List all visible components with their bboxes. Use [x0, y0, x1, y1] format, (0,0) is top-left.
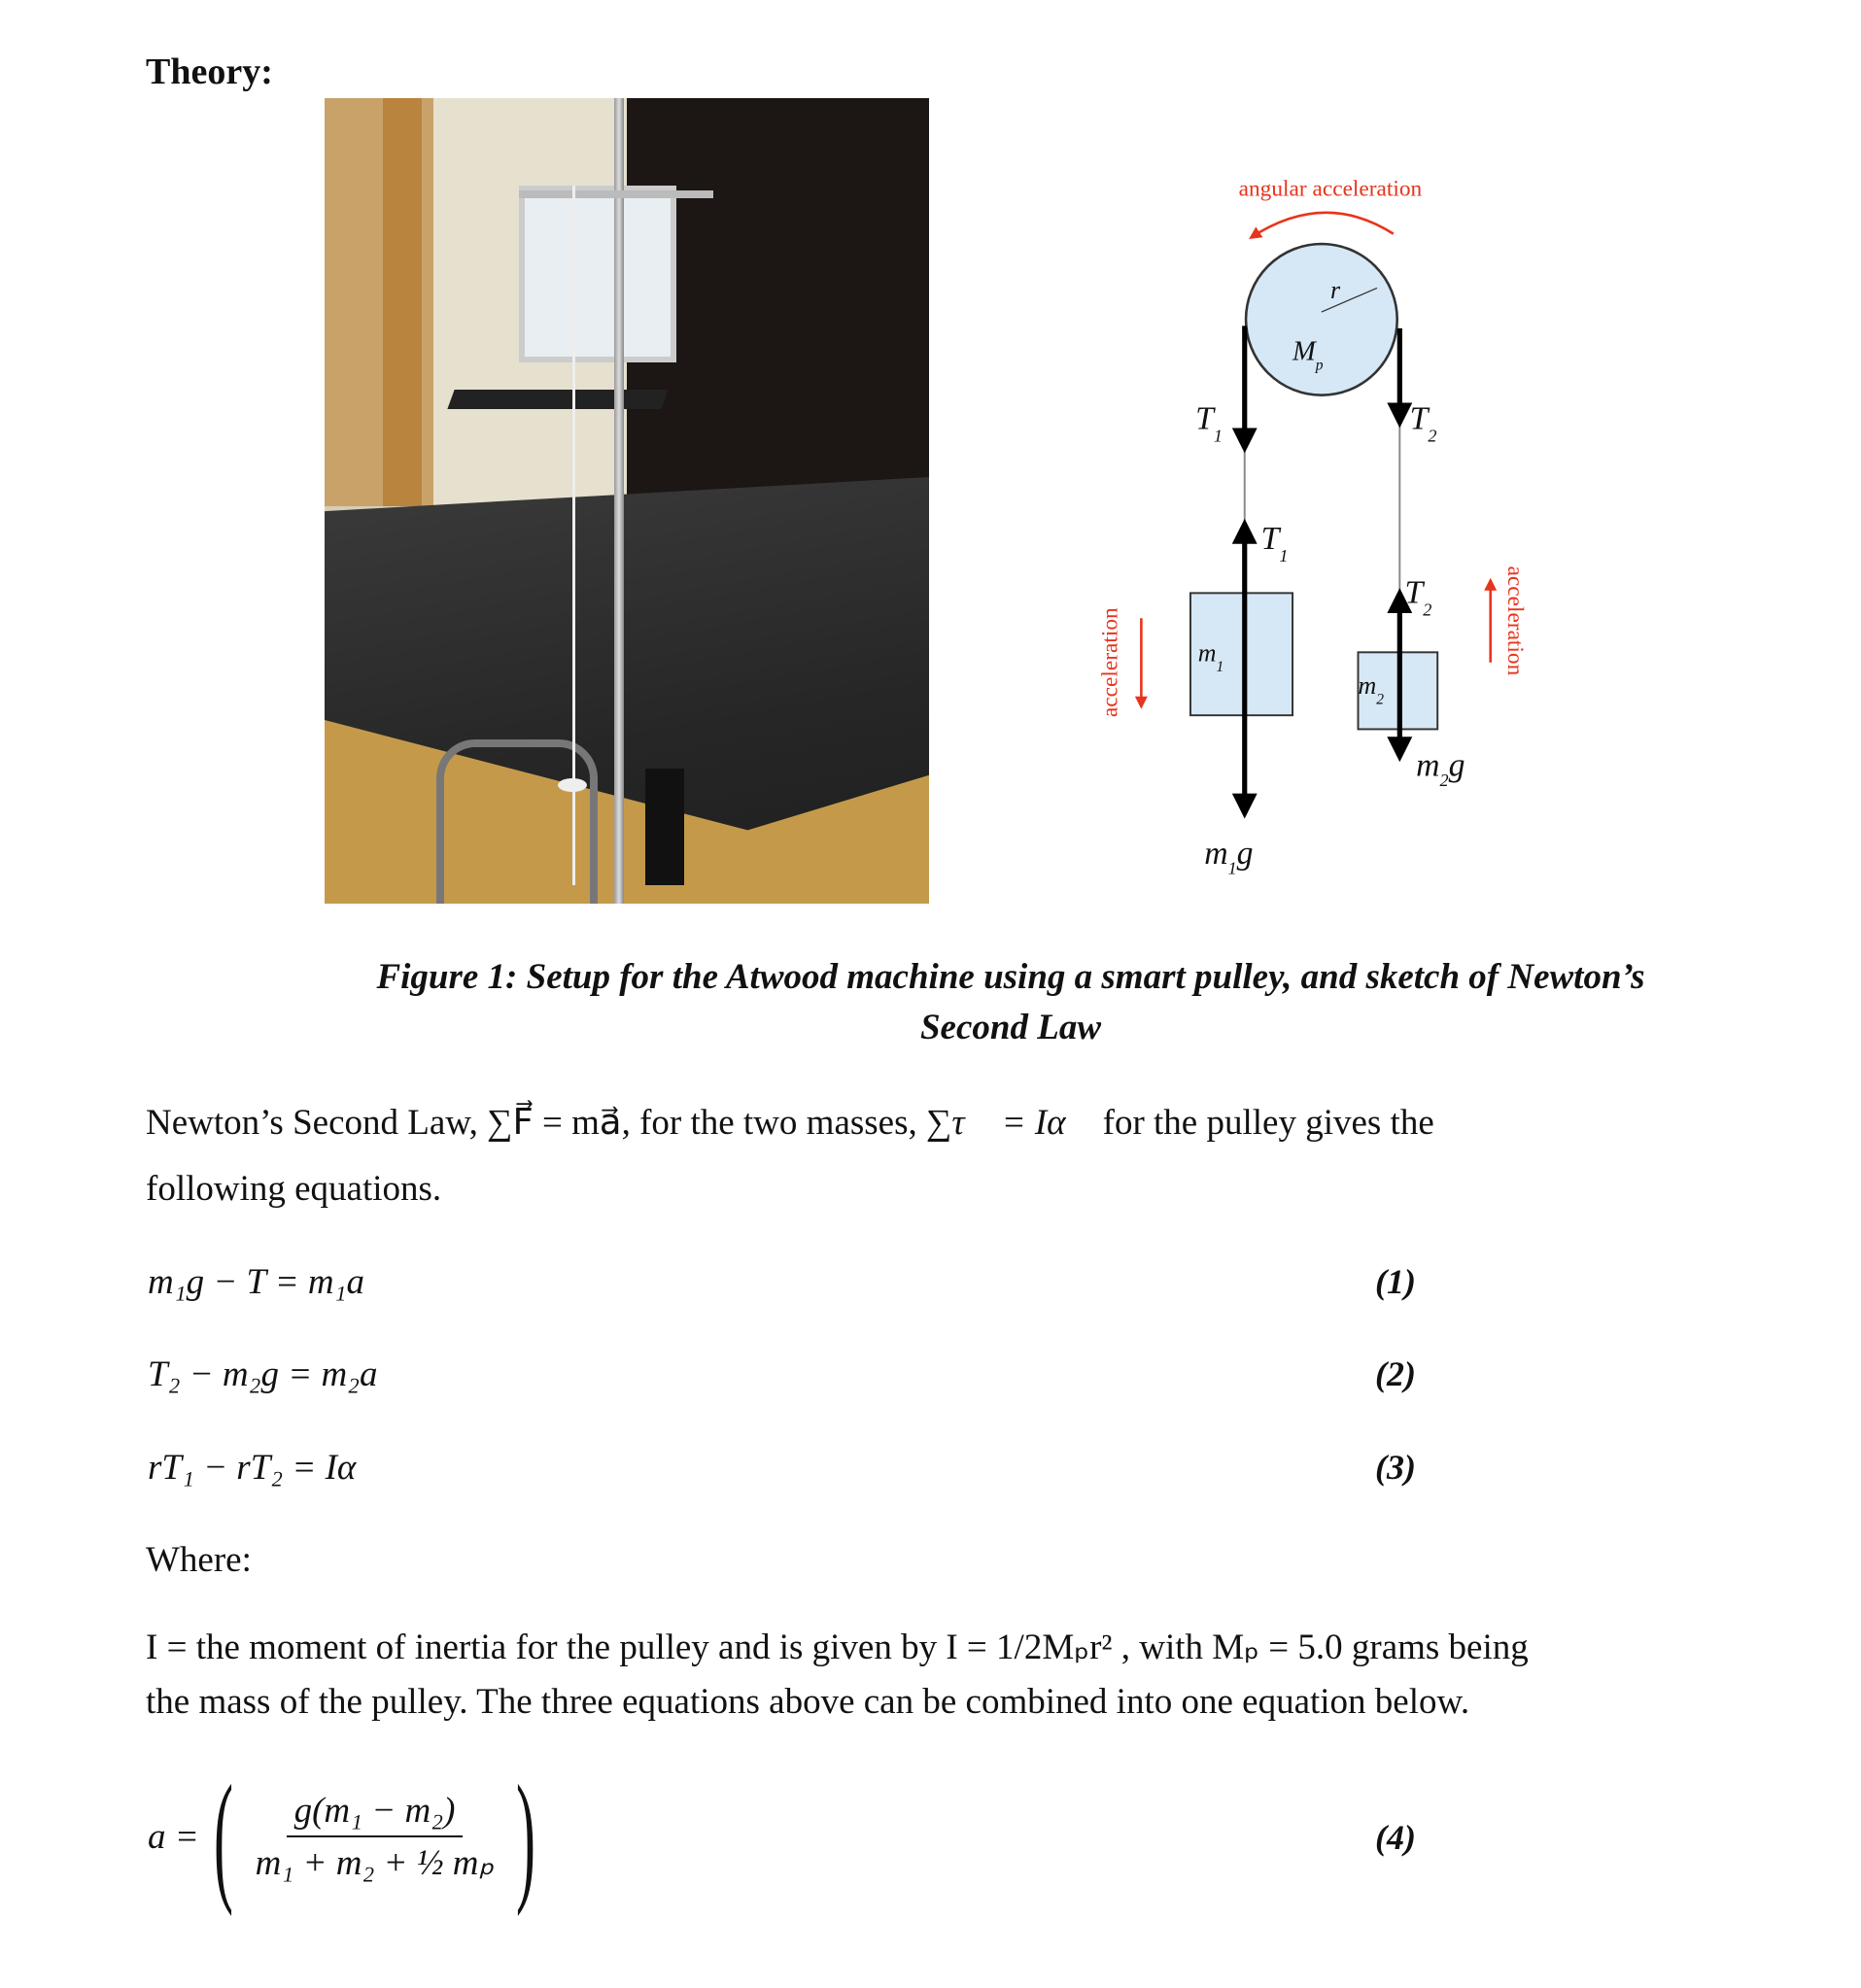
inertia-paragraph: [146, 1625, 1529, 1726]
equation-3: rT₁ − rT₂ = Iα: [148, 1448, 357, 1488]
equation-2-number: (2): [1375, 1354, 1416, 1393]
intro-text: Newton’s Second Law, ∑F⃗ = ma⃗, for the two masses,: [146, 1103, 926, 1143]
angular-acceleration-arrow: [1251, 213, 1394, 238]
equation-4-number: (4): [1375, 1818, 1416, 1857]
where-label: Where:: [146, 1540, 252, 1580]
eq4-denominator: m₁ + m₂ + ½ mₚ: [255, 1842, 495, 1883]
torque-equation: ∑τ⃗ = Iα⃗: [925, 1103, 1094, 1143]
t1-top-label: $T_1$: [1195, 400, 1223, 446]
caption-line-1: Figure 1: Setup for the Atwood machine using a smart pulley, and sketch of Newton’s: [376, 957, 1645, 997]
angular-acceleration-label: angular acceleration: [1238, 176, 1423, 202]
equation-1: m₁g − T = m₁a: [148, 1262, 365, 1302]
caption-line-2: Second Law: [919, 1008, 1102, 1047]
radius-label: r: [1329, 275, 1341, 304]
equation-1-number: (1): [1375, 1262, 1416, 1301]
m1-label: $m_1$: [1197, 638, 1224, 675]
newton-intro-paragraph: [146, 1100, 1434, 1213]
eq4-lhs: a =: [148, 1816, 199, 1857]
equation-4: a = ( $\frac{\text{g(m₁ − m₂)}}{\text{m₁ + m₂ + ½ mₚ}}$ ): [148, 1756, 536, 1917]
left-acceleration-label: acceleration: [1097, 607, 1123, 718]
right-acceleration-label: acceleration: [1501, 566, 1528, 676]
intro-text-end: for the pulley gives the: [1093, 1103, 1434, 1143]
m2g-label: $m_2g$: [1416, 747, 1465, 790]
inertia-line-2: the mass of the pulley. The three equations above can be combined into one equation below.: [146, 1682, 1470, 1722]
m1g-label: $m_1g$: [1204, 836, 1254, 878]
t2-top-label: $T_2$: [1409, 400, 1437, 446]
atwood-free-body-diagram: [1085, 164, 1538, 883]
atwood-setup-photo: [325, 98, 929, 904]
intro-line-2: following equations.: [146, 1169, 442, 1209]
equation-2: T₂ − m₂g = m₂a: [148, 1354, 378, 1394]
pulley-mass-label: $M_p$: [1292, 336, 1324, 374]
m2-label: $m_2$: [1358, 671, 1385, 708]
equation-3-number: (3): [1375, 1448, 1416, 1487]
t1-lower-label: $T_1$: [1260, 520, 1289, 566]
eq4-numerator: g(m₁ − m₂): [287, 1790, 464, 1837]
t2-lower-label: $T_2$: [1404, 574, 1432, 620]
section-heading: Theory:: [146, 51, 273, 92]
figure-caption: [272, 952, 1749, 1053]
inertia-line-1: I = the moment of inertia for the pulley and is given by I = 1/2Mₚr² , with Mₚ = 5.0 grams being: [146, 1628, 1529, 1667]
